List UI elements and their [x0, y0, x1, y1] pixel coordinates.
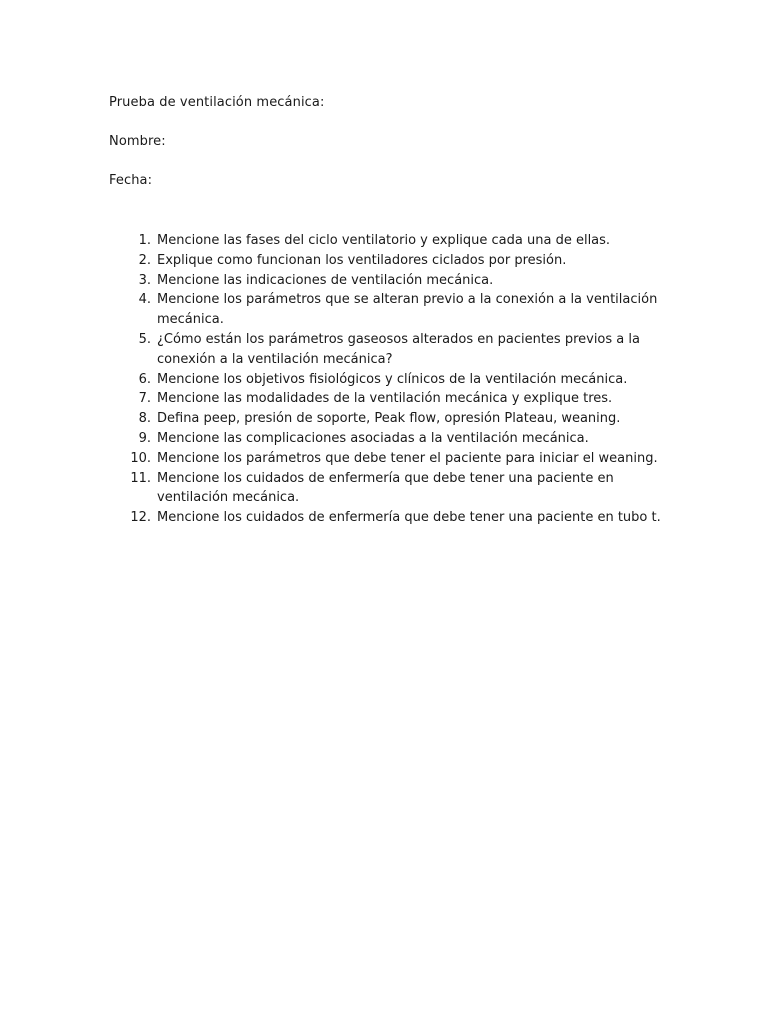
- question-item: [125, 251, 685, 271]
- question-list: [125, 231, 685, 528]
- question-number: 10.: [130, 450, 151, 466]
- date-label: Fecha:: [109, 173, 153, 188]
- question-text: ¿Cómo están los parámetros gaseosos alterados en pacientes previos a la conexión a la ventilación mecánica?: [157, 331, 640, 367]
- question-number: 7.: [138, 391, 151, 407]
- question-number: 1.: [138, 233, 151, 248]
- question-number: 6.: [138, 371, 151, 387]
- question-text: Mencione las modalidades de la ventilación mecánica y explique tres.: [157, 391, 613, 407]
- question-text: Mencione los cuidados de enfermería que debe tener una paciente en tubo t.: [157, 510, 661, 526]
- question-item: [125, 449, 685, 469]
- question-text: Mencione los parámetros que debe tener el paciente para iniciar el weaning.: [157, 450, 658, 466]
- question-text: Mencione los parámetros que se alteran previo a la conexión a la ventilación mecánica.: [157, 292, 658, 328]
- question-number: 9.: [138, 430, 151, 446]
- question-text: Mencione las indicaciones de ventilación mecánica.: [157, 272, 494, 288]
- question-number: 2.: [138, 252, 151, 268]
- question-text: Mencione las fases del ciclo ventilatorio y explique cada una de ellas.: [157, 233, 611, 248]
- question-number: 8.: [138, 411, 151, 427]
- question-text: Mencione los cuidados de enfermería que debe tener una paciente en ventilación mecánica.: [157, 470, 614, 506]
- question-item: [125, 231, 685, 251]
- question-item: [125, 370, 685, 390]
- question-item: [125, 429, 685, 449]
- question-item: [125, 409, 685, 429]
- question-text: Mencione las complicaciones asociadas a la ventilación mecánica.: [157, 430, 589, 446]
- question-item: [125, 508, 685, 528]
- question-number: 12.: [130, 510, 151, 526]
- name-label: Nombre:: [109, 134, 166, 149]
- question-number: 5.: [138, 331, 151, 347]
- question-text: Explique como funcionan los ventiladores ciclados por presión.: [157, 252, 567, 268]
- question-item: [125, 271, 685, 291]
- question-item: [125, 330, 685, 370]
- question-item: [125, 389, 685, 409]
- question-text: Defina peep, presión de soporte, Peak flow, opresión Plateau, weaning.: [157, 411, 621, 427]
- question-number: 11.: [130, 470, 151, 486]
- question-text: Mencione los objetivos fisiológicos y clínicos de la ventilación mecánica.: [157, 371, 628, 387]
- question-number: 3.: [138, 272, 151, 288]
- question-item: [125, 469, 685, 509]
- question-number: 4.: [138, 292, 151, 308]
- document-title: Prueba de ventilación mecánica:: [109, 95, 325, 110]
- question-item: [125, 290, 685, 330]
